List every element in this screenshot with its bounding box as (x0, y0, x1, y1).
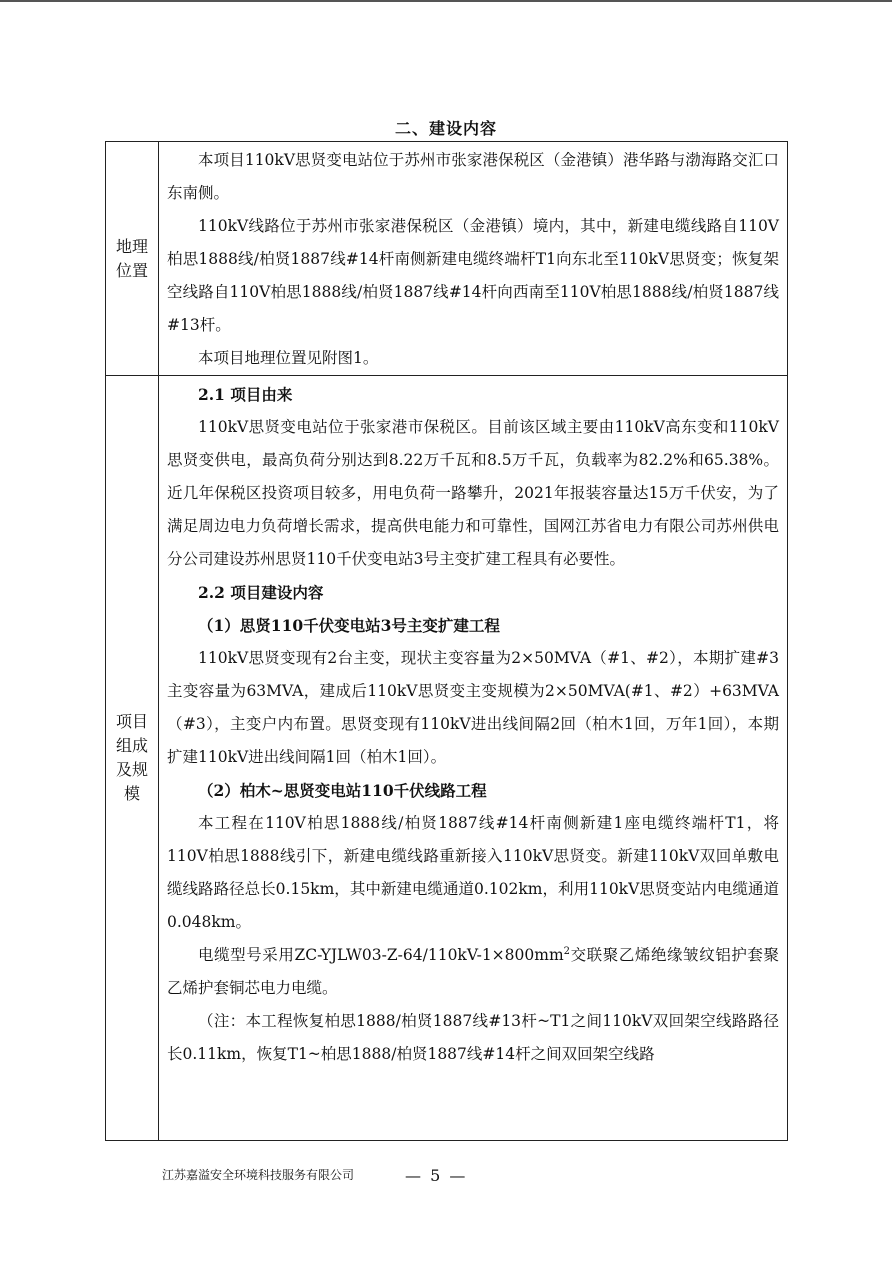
cable-type-text: 电缆型号采用ZC-YJLW03-Z-64/110kV-1×800mm (198, 946, 564, 964)
cable-unit-superscript: 2 (563, 945, 571, 957)
section-title: 二、建设内容 (394, 119, 497, 138)
row-label-composition: 项目组成及规模 (115, 712, 148, 803)
table-row-composition (106, 376, 788, 1141)
cable-type-paragraph (167, 939, 779, 1005)
substation-paragraph: 110kV思贤变现有2台主变，现状主变容量为2×50MVA（#1、#2），本期扩建#3主变容量为63MVA，建成后110kV思贤变主变规模为2×50MVA(#1、#2）+63MVA（#3），主变户内布置。思贤变现有110kV进出线间隔2回（柏木1回，万年1回），本期扩建110kV进出线间隔1回（柏木1回）。 (167, 649, 779, 766)
construction-content-table (105, 141, 788, 1141)
heading-project-origin: 2.1 项目由来 (198, 385, 293, 404)
table-row-location (106, 142, 788, 376)
origin-paragraph: 110kV思贤变电站位于张家港市保税区。目前该区域主要由110kV高东变和110kV思贤变供电，最高负荷分别达到8.22万千瓦和8.5万千瓦，负载率为82.2%和65.38%。近几年保税区投资项目较多，用电负荷一路攀升，2021年报装容量达15万千伏安，为了满足周边电力负荷增长需求，提高供电能力和可靠性，国网江苏省电力有限公司苏州供电分公司建设苏州思贤110千伏变电站3号主变扩建工程具有必要性。 (167, 418, 779, 568)
location-paragraph: 本项目地理位置见附图1。 (198, 349, 379, 367)
cable-type-text-rest: 交联聚乙烯绝缘皱纹铝护套聚乙烯护套铜芯电力电缆。 (167, 946, 779, 997)
page-number: — 5 — (405, 1166, 468, 1185)
note-paragraph: （注：本工程恢复柏思1888/柏贤1887线#13杆~T1之间110kV双回架空线路路径长0.11km，恢复T1~柏思1888/柏贤1887线#14杆之间双回架空线路 (167, 1012, 779, 1063)
heading-line-project: （2）柏木~思贤变电站110千伏线路工程 (198, 781, 487, 800)
location-paragraph: 本项目110kV思贤变电站位于苏州市张家港保税区（金港镇）港华路与渤海路交汇口东南侧。 (167, 151, 779, 202)
location-paragraph: 110kV线路位于苏州市张家港保税区（金港镇）境内，其中，新建电缆线路自110V柏思1888线/柏贤1887线#14杆南侧新建电缆终端杆T1向东北至110kV思贤变；恢复架空线路自110V柏思1888线/柏贤1887线#14杆向西南至110V柏思1888线/柏贤1887线#13杆。 (167, 217, 779, 334)
row-label-location: 地理位置 (115, 236, 148, 280)
row-label-cell (106, 142, 159, 376)
heading-substation-expansion: （1）思贤110千伏变电站3号主变扩建工程 (198, 616, 500, 635)
row-label-cell (106, 376, 159, 1141)
page-top-rule (0, 0, 892, 2)
line-paragraph: 本工程在110V柏思1888线/柏贤1887线#14杆南侧新建1座电缆终端杆T1，将110V柏思1888线引下，新建电缆线路重新接入110kV思贤变。新建110kV双回单敷电缆线路路径总长0.15km，其中新建电缆通道0.102km，利用110kV思贤变站内电缆通道0.048km。 (167, 814, 779, 931)
footer-company: 江苏嘉溢安全环境科技服务有限公司 (162, 1168, 355, 1182)
row-content-composition (159, 376, 788, 1141)
row-content-location (159, 142, 788, 376)
heading-construction-content: 2.2 项目建设内容 (198, 583, 324, 602)
